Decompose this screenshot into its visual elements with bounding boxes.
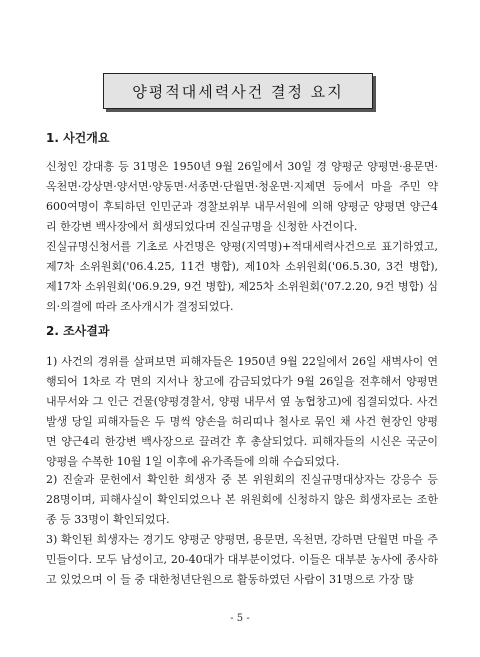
- findings-paragraph-2: 2) 진술과 문헌에서 확인한 희생자 중 본 위원회의 진실규명대상자는 강응수 등 28명이며, 피해사실이 확인되었으나 본 위원회에 신청하지 않은 희생자로는 조한종 등 33명이 확인되었다.: [46, 473, 438, 526]
- section-heading-overview: 1. 사건개요: [46, 131, 110, 145]
- overview-paragraph-1: 신청인 강대흥 등 31명은 1950년 9월 26일에서 30일 경 양평군 양평면·용문면·옥천면·강상면·양서면·양동면·서종면·단월면·청운면·지제면 등에서 마을 주민 약 600여명이 후퇴하던 인민군과 경찰보위부 내무서원에 의해 양평군 양평면 양근4리 한강변 백사장에서 희생되었다며 진실규명을 신청한 사건이다.: [46, 160, 438, 233]
- findings-paragraph-3: 3) 확인된 희생자는 경기도 양평군 양평면, 용문면, 옥천면, 강하면 단월면 마을 주민들이다. 모두 남성이고, 20-40대가 대부분이었다. 이들은 대부분 농사에 종사하고 있었으며 이 들 중 대한청년단원으로 활동하였던 사람이 31명으로 가장 많: [46, 533, 438, 586]
- section-heading-findings: 2. 조사결과: [46, 324, 110, 338]
- overview-paragraph-2: 진실규명신청서를 기초로 사건명은 양평(지역명)+적대세력사건으로 표기하였고, 제7차 소위원회('06.4.25, 11건 병합), 제10차 소위원회('06.5.30, 3건 병합), 제17차 소위원회('06.9.29, 9건 병합), 제25차 소위원회('07.2.20, 9건 병합) 심의·의결에 따라 조사개시가 결정되었다.: [46, 240, 438, 313]
- document-title: 양평적대세력사건 결정 요지: [103, 73, 373, 109]
- findings-paragraph-1: 1) 사건의 경위를 살펴보면 피해자들은 1950년 9월 22일에서 26일 새벽사이 연행되어 1차로 각 면의 지서나 창고에 감금되었다가 9월 26일을 전후해서 양평면 내무서와 그 인근 건물(양평경찰서, 양평 내무서 옆 농협창고)에 집결되었다. 사건 발생 당일 피해자들은 두 명씩 양손을 허리띠나 철사로 묶인 채 사건 현장인 양평면 양근4리 한강변 백사장으로 끌려간 후 총살되었다. 피해자들의 시신은 국군이 양평을 수복한 10월 1일 이후에 유가족들에 의해 수습되었다.: [46, 355, 438, 468]
- page-number: - 5 -: [230, 613, 250, 624]
